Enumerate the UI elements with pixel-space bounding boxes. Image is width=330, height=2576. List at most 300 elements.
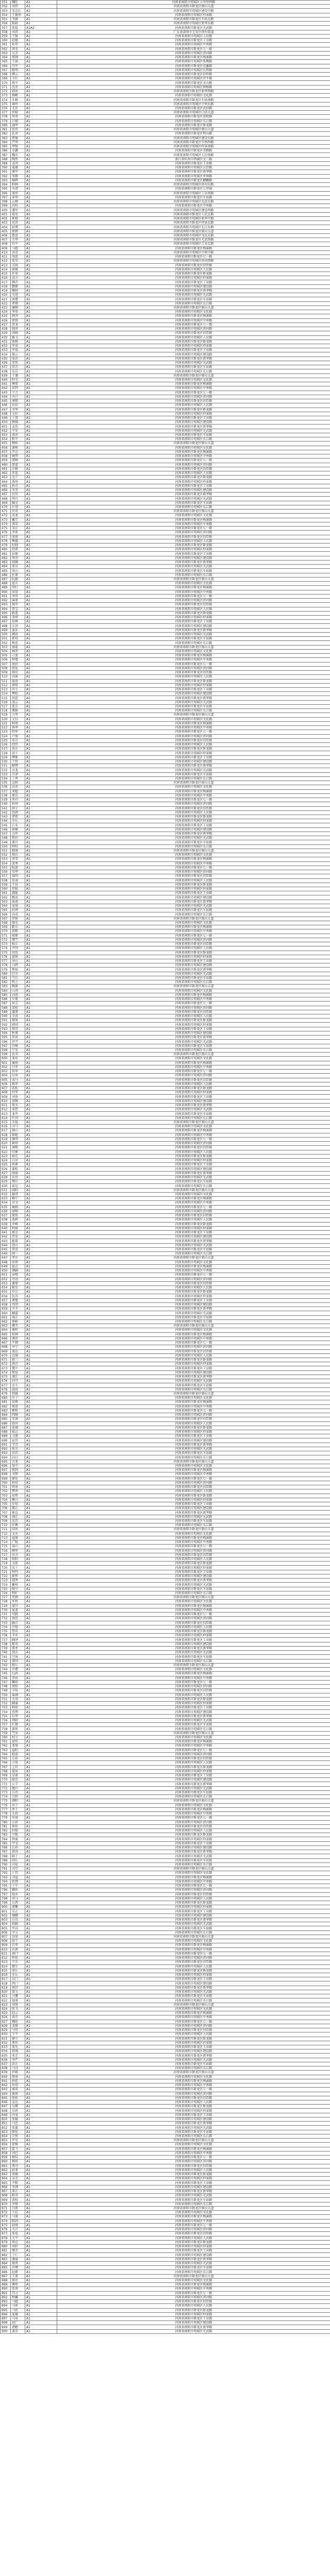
row-license-class: A1	[25, 929, 57, 934]
table-row	[1, 654, 330, 658]
table-row	[1, 1977, 330, 1981]
row-name: 皇甫	[11, 1773, 25, 1777]
row-address: 河南省南阳市宛城区滨河路	[57, 1617, 330, 1621]
row-number: 726	[1, 1591, 11, 1595]
row-name: 司马	[11, 1125, 25, 1129]
row-number: 890	[1, 2287, 11, 2291]
row-license-class: A1	[25, 946, 57, 951]
row-number: 878	[1, 2236, 11, 2240]
row-number: 736	[1, 1634, 11, 1638]
row-number: 482	[1, 556, 11, 560]
table-row	[1, 1269, 330, 1273]
row-address: 河南省南阳市宛城区建设路	[57, 1302, 330, 1307]
row-address: 河南省南阳市卧龙区新华路	[57, 2122, 330, 2126]
row-number: 577	[1, 959, 11, 963]
table-row	[1, 204, 330, 208]
row-license-class: A1	[25, 30, 57, 34]
row-number: 534	[1, 776, 11, 781]
table-row	[1, 637, 330, 641]
row-number: 691	[1, 1443, 11, 1447]
row-address: 河南省南阳市宛城区仲景路	[57, 2312, 330, 2316]
row-name: 臧克	[11, 501, 25, 505]
row-name: 晏殊	[11, 1400, 25, 1404]
row-number: 480	[1, 548, 11, 552]
row-number: 515	[1, 696, 11, 700]
row-license-class: A1	[25, 997, 57, 1002]
row-number: 454	[1, 437, 11, 442]
row-address: 河南省南阳市宛城区长江路	[57, 1116, 330, 1120]
row-license-class: A1	[25, 1430, 57, 1434]
row-address: 河南省南阳市宛城区长江路	[57, 2066, 330, 2071]
table-row	[1, 2079, 330, 2083]
row-number: 613	[1, 1112, 11, 1116]
row-license-class: A1	[25, 641, 57, 645]
row-number: 549	[1, 840, 11, 844]
row-name: 逯钦	[11, 1740, 25, 1744]
row-name: 游侠	[11, 1727, 25, 1731]
row-address: 河南省南阳市卧龙区独山大道	[57, 1256, 330, 1260]
row-address: 河南省南阳市卧龙区信臣路	[57, 806, 330, 810]
table-row	[1, 1981, 330, 1986]
table-row	[1, 64, 330, 68]
row-name: 赵敏	[11, 39, 25, 43]
row-address: 河南省南阳市宛城区滨河路	[57, 666, 330, 670]
row-license-class: A1	[25, 1426, 57, 1430]
row-name: 谯周	[11, 2092, 25, 2096]
row-number: 412	[1, 259, 11, 263]
row-number: 437	[1, 365, 11, 369]
row-number: 456	[1, 446, 11, 450]
table-row	[1, 425, 330, 429]
table-row	[1, 1566, 330, 1570]
row-number: 420	[1, 293, 11, 297]
row-address: 河南省南阳市宛城区滨河路	[57, 1481, 330, 1485]
row-address: 河南省南阳市卧龙区卧龙路	[57, 2240, 330, 2244]
table-row	[1, 976, 330, 980]
row-address: 河南省南阳市卧龙区工业路	[57, 1502, 330, 1506]
row-license-class: A1	[25, 429, 57, 433]
table-row	[1, 2071, 330, 2075]
row-number: 741	[1, 1655, 11, 1659]
row-name: 杨洪	[11, 2160, 25, 2164]
row-number: 439	[1, 374, 11, 378]
row-address: 河南省南阳市卧龙区新华路	[57, 2257, 330, 2261]
row-address: 河南省南阳市卧龙区梅溪路	[57, 1740, 330, 1744]
row-address: 河南省南阳市宛城区长江路	[57, 1659, 330, 1663]
row-name: 怀素	[11, 1163, 25, 1167]
row-address: 河南省南阳市卧龙区独山大道	[57, 1935, 330, 1939]
row-name: 殷桃	[11, 340, 25, 344]
table-row	[1, 1773, 330, 1777]
table-row	[1, 1023, 330, 1027]
row-name: 翟志	[11, 1264, 25, 1268]
row-license-class: A1	[25, 1061, 57, 1065]
row-number: 633	[1, 1197, 11, 1201]
row-address: 河南省南阳市卧龙区新华路	[57, 1986, 330, 1990]
row-license-class: A1	[25, 921, 57, 925]
row-license-class: A1	[25, 1685, 57, 1689]
table-row	[1, 963, 330, 968]
row-name: 长孙	[11, 1845, 25, 1850]
row-number: 812	[1, 1956, 11, 1960]
row-number: 851	[1, 2122, 11, 2126]
row-license-class: A1	[25, 531, 57, 535]
row-name: 隆中	[11, 1587, 25, 1591]
row-name: 邵峰	[11, 459, 25, 463]
table-row	[1, 1307, 330, 1311]
table-row	[1, 1048, 330, 1052]
table-row	[1, 102, 330, 106]
row-number: 637	[1, 1214, 11, 1218]
row-license-class: A1	[25, 318, 57, 323]
row-number: 899	[1, 2325, 11, 2329]
table-row	[1, 1901, 330, 1905]
row-number: 582	[1, 980, 11, 985]
row-name: 邢台	[11, 853, 25, 857]
row-name: 郤缺	[11, 1319, 25, 1324]
row-name: 百里	[11, 1943, 25, 1947]
row-license-class: A1	[25, 1192, 57, 1196]
row-number: 519	[1, 713, 11, 717]
row-number: 504	[1, 649, 11, 653]
table-row	[1, 1680, 330, 1684]
row-address: 河南省南阳市卧龙区信臣路	[57, 1892, 330, 1896]
table-row	[1, 488, 330, 492]
row-number: 634	[1, 1201, 11, 1205]
row-license-class: A1	[25, 556, 57, 560]
row-license-class: A1	[25, 535, 57, 539]
row-name: 丁香	[11, 776, 25, 781]
table-row	[1, 225, 330, 229]
row-address: 河南省南阳市卧龙区梅溪路	[57, 382, 330, 386]
row-number: 605	[1, 1078, 11, 1082]
row-address: 河南省南阳市宛城区滨河路	[57, 870, 330, 874]
table-row	[1, 747, 330, 751]
row-license-class: A1	[25, 968, 57, 972]
row-name: 巫山	[11, 959, 25, 963]
row-number: 677	[1, 1383, 11, 1387]
row-number: 552	[1, 853, 11, 857]
row-number: 496	[1, 615, 11, 619]
row-license-class: A1	[25, 1154, 57, 1158]
row-license-class: A1	[25, 272, 57, 276]
row-number: 587	[1, 1002, 11, 1006]
row-name: 关羽	[11, 1697, 25, 1701]
row-address: 河南省南阳市卧龙区工农路	[57, 161, 330, 165]
row-name: 终南	[11, 1485, 25, 1489]
row-address: 河南省南阳市宛城区仲景路	[57, 2109, 330, 2113]
row-license-class: A1	[25, 569, 57, 573]
row-name: 符坚	[11, 1091, 25, 1095]
row-license-class: A1	[25, 917, 57, 921]
row-address: 河南省南阳市宛城区工业北路	[57, 242, 330, 246]
table-row	[1, 874, 330, 878]
row-name: 闵行	[11, 586, 25, 590]
row-license-class: A1	[25, 1718, 57, 1722]
row-license-class: A1	[25, 442, 57, 446]
table-row	[1, 1036, 330, 1040]
row-name: 太叔	[11, 1812, 25, 1816]
row-address: 河南省南阳市宛城区光武路	[57, 972, 330, 976]
table-row	[1, 416, 330, 420]
row-number: 568	[1, 921, 11, 925]
row-license-class: A1	[25, 2304, 57, 2308]
row-license-class: A1	[25, 382, 57, 386]
row-number: 874	[1, 2219, 11, 2223]
row-number: 690	[1, 1438, 11, 1443]
row-license-class: A1	[25, 68, 57, 72]
table-row	[1, 552, 330, 556]
row-license-class: A1	[25, 1319, 57, 1324]
row-number: 850	[1, 2117, 11, 2121]
table-row	[1, 2253, 330, 2257]
row-number: 481	[1, 552, 11, 556]
row-address: 河南省南阳市宛城区滨河路	[57, 463, 330, 467]
row-address: 河南省南阳市卧龙区梅溪路	[57, 2215, 330, 2219]
row-address: 河南省南阳市卧龙区卧龙路	[57, 1562, 330, 1566]
row-address: 河南省南阳市卧龙区七一路	[57, 2088, 330, 2092]
table-row	[1, 433, 330, 437]
row-number: 485	[1, 569, 11, 573]
row-number: 801	[1, 1909, 11, 1913]
row-license-class: A1	[25, 1129, 57, 1133]
table-row	[1, 1302, 330, 1307]
row-number: 596	[1, 1040, 11, 1044]
row-address: 河南省南阳市宛城区中州东路	[57, 102, 330, 106]
row-address: 河南省南阳市宛城区仲景路	[57, 1634, 330, 1638]
row-license-class: A1	[25, 157, 57, 161]
table-row	[1, 1400, 330, 1404]
row-license-class: A1	[25, 208, 57, 212]
row-name: 鲁迅	[11, 233, 25, 238]
row-address: 河南省南阳市宛城区人民路	[57, 539, 330, 543]
row-license-class: A1	[25, 1918, 57, 1922]
row-number: 853	[1, 2130, 11, 2134]
row-license-class: A1	[25, 1528, 57, 1532]
row-name: 祝融	[11, 560, 25, 564]
row-name: 奚梅	[11, 216, 25, 221]
row-name: 董卓	[11, 565, 25, 569]
row-name: 西门	[11, 1981, 25, 1986]
row-address: 河南省南阳市宛城区建设路	[57, 488, 330, 492]
row-number: 642	[1, 1235, 11, 1239]
row-number: 490	[1, 590, 11, 594]
table-row	[1, 806, 330, 810]
table-row	[1, 1349, 330, 1353]
row-number: 646	[1, 1252, 11, 1256]
row-name: 陈明	[11, 68, 25, 72]
row-address: 河南省南阳市卧龙区信臣路	[57, 942, 330, 946]
row-address: 河南省南阳市卧龙区信臣路	[57, 671, 330, 675]
row-name: 顾城	[11, 420, 25, 425]
row-address: 河南省南阳市卧龙区独山大道	[57, 1528, 330, 1532]
row-address: 河南省南阳市卧龙区七一路	[57, 1137, 330, 1141]
row-number: 468	[1, 497, 11, 501]
row-address: 河南省南阳市卧龙区信臣路	[57, 1824, 330, 1828]
row-name: 勾践	[11, 1613, 25, 1617]
row-address: 河南省南阳市卧龙区工业路	[57, 2113, 330, 2117]
row-number: 409	[1, 246, 11, 250]
row-address: 河南省南阳市卧龙区信臣路	[57, 535, 330, 539]
row-number: 586	[1, 997, 11, 1002]
table-row	[1, 1485, 330, 1489]
row-address: 河南省南阳市卧龙区卧龙路	[57, 2308, 330, 2312]
table-row	[1, 2240, 330, 2244]
table-row	[1, 1833, 330, 1837]
table-row	[1, 1294, 330, 1298]
row-number: 550	[1, 844, 11, 849]
table-row	[1, 844, 330, 849]
row-address: 河南省南阳市宛城区文化路	[57, 2075, 330, 2079]
row-address: 河南省南阳市宛城区建设路	[57, 624, 330, 628]
row-name: 段干	[11, 1939, 25, 1943]
row-license-class: A1	[25, 1723, 57, 1727]
table-row	[1, 1752, 330, 1756]
table-row	[1, 1451, 330, 1455]
row-name: 酆都	[11, 284, 25, 289]
row-license-class: A1	[25, 1744, 57, 1748]
row-number: 879	[1, 2240, 11, 2244]
row-license-class: A1	[25, 1956, 57, 1960]
row-number: 635	[1, 1205, 11, 1209]
row-number: 622	[1, 1150, 11, 1154]
row-name: 居然	[11, 1494, 25, 1498]
table-row	[1, 1765, 330, 1769]
row-license-class: A1	[25, 437, 57, 442]
row-name: 庞德	[11, 2312, 25, 2316]
row-number: 497	[1, 620, 11, 624]
row-address: 河南省南阳市宛城区滨河路	[57, 734, 330, 738]
row-name: 沈亮	[11, 85, 25, 89]
table-row	[1, 314, 330, 318]
row-name: 张南	[11, 2287, 25, 2291]
row-name: 尉迟	[11, 1778, 25, 1782]
table-row	[1, 174, 330, 178]
row-license-class: A1	[25, 2041, 57, 2045]
row-name: 成龙	[11, 514, 25, 518]
row-address: 河南省南阳市宛城区建设东路	[57, 136, 330, 140]
row-license-class: A1	[25, 1812, 57, 1816]
row-name: 龙井	[11, 1112, 25, 1116]
row-number: 841	[1, 2079, 11, 2083]
row-name: 侯宝	[11, 1002, 25, 1006]
table-row	[1, 1748, 330, 1752]
row-number: 391	[1, 170, 11, 174]
row-license-class: A1	[25, 1298, 57, 1302]
row-address: 河南省南阳市卧龙区车站路	[57, 1723, 330, 1727]
row-license-class: A1	[25, 425, 57, 429]
row-name: 法正	[11, 2062, 25, 2066]
row-license-class: A1	[25, 1693, 57, 1697]
row-number: 729	[1, 1604, 11, 1608]
row-name: 马忠	[11, 2122, 25, 2126]
row-number: 598	[1, 1048, 11, 1052]
row-number: 711	[1, 1528, 11, 1532]
row-number: 579	[1, 968, 11, 972]
row-address: 河南省南阳市宛城区光武路	[57, 1311, 330, 1315]
row-address: 河南省南阳市卧龙区卧龙路	[57, 747, 330, 751]
row-number: 505	[1, 654, 11, 658]
row-number: 766	[1, 1761, 11, 1765]
table-row	[1, 2312, 330, 2316]
table-row	[1, 1926, 330, 1930]
row-address: 河南省南阳市卧龙区七一路	[57, 2291, 330, 2295]
row-license-class: A1	[25, 1969, 57, 1973]
row-number: 559	[1, 883, 11, 887]
row-address: 河南省南阳市卧龙区独山大道	[57, 1596, 330, 1600]
row-name: 盛夏	[11, 645, 25, 649]
row-license-class: A1	[25, 267, 57, 272]
row-number: 571	[1, 934, 11, 938]
row-name: 黄河	[11, 433, 25, 437]
row-name: 通达	[11, 1349, 25, 1353]
row-name: 钭华	[11, 1070, 25, 1074]
row-name: 印象	[11, 1150, 25, 1154]
row-name: 曹操	[11, 136, 25, 140]
row-address: 河南省南阳市卧龙区光武西路	[57, 238, 330, 242]
row-address: 河南省南阳市卧龙区新华路	[57, 1918, 330, 1922]
row-license-class: A1	[25, 140, 57, 144]
table-row	[1, 2274, 330, 2278]
row-license-class: A1	[25, 2312, 57, 2316]
row-license-class: A1	[25, 734, 57, 738]
row-address: 河南省南阳市卧龙区七一路	[57, 2223, 330, 2227]
row-name: 丰收	[11, 1689, 25, 1693]
row-name: 容若	[11, 1451, 25, 1455]
row-license-class: A1	[25, 1120, 57, 1124]
row-license-class: A1	[25, 136, 57, 140]
row-name: 松江	[11, 942, 25, 946]
row-license-class: A1	[25, 611, 57, 615]
table-row	[1, 980, 330, 985]
row-number: 455	[1, 442, 11, 446]
table-row	[1, 2244, 330, 2248]
row-number: 415	[1, 272, 11, 276]
row-license-class: A1	[25, 1981, 57, 1986]
row-name: 车胤	[11, 997, 25, 1002]
row-address: 河南省南阳市卧龙区卧龙路	[57, 883, 330, 887]
table-row	[1, 1264, 330, 1268]
row-address: 河南省南阳市卧龙区信臣路	[57, 331, 330, 335]
row-license-class: A1	[25, 1082, 57, 1086]
row-name: 郎朗	[11, 229, 25, 233]
row-license-class: A1	[25, 2139, 57, 2143]
row-number: 676	[1, 1379, 11, 1383]
row-number: 776	[1, 1803, 11, 1807]
row-number: 728	[1, 1600, 11, 1604]
row-license-class: A1	[25, 1935, 57, 1939]
row-number: 583	[1, 985, 11, 989]
row-number: 501	[1, 637, 11, 641]
row-number: 811	[1, 1952, 11, 1956]
row-number: 487	[1, 577, 11, 581]
table-row	[1, 1120, 330, 1124]
table-row	[1, 1871, 330, 1875]
row-number: 744	[1, 1668, 11, 1672]
table-row	[1, 1617, 330, 1621]
row-license-class: A1	[25, 599, 57, 603]
row-number: 764	[1, 1752, 11, 1756]
row-number: 849	[1, 2113, 11, 2117]
row-license-class: A1	[25, 229, 57, 233]
row-license-class: A1	[25, 2316, 57, 2320]
row-number: 876	[1, 2228, 11, 2232]
row-license-class: A1	[25, 433, 57, 437]
row-name: 昝华	[11, 726, 25, 730]
table-row	[1, 1506, 330, 1511]
row-address: 河南省南阳市卧龙区工业路	[57, 2181, 330, 2185]
row-name: 杨仪	[11, 2156, 25, 2160]
